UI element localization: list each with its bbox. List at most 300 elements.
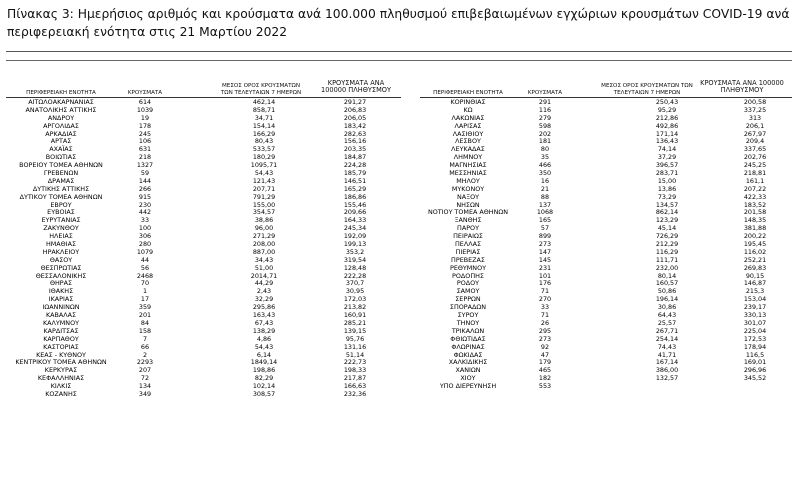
- region-cell: ΥΠΟ ΔΙΕΡΕΥΝΗΣΗ: [439, 382, 497, 391]
- cases-cell: 631: [138, 145, 152, 154]
- avg-cell: 208,00: [252, 240, 276, 249]
- region-cell: ΠΑΡΟΥ: [457, 224, 479, 233]
- per100k-cell: 160,91: [343, 311, 367, 320]
- avg-cell: 267,71: [655, 326, 679, 335]
- cases-cell: 179: [538, 358, 552, 367]
- per100k-cell: 222,28: [343, 271, 367, 280]
- per100k-cell: 217,87: [343, 374, 367, 383]
- per100k-cell: 285,21: [343, 318, 367, 327]
- cases-cell: 465: [538, 366, 552, 375]
- cases-cell: 1039: [136, 105, 154, 114]
- per100k-cell: 206,83: [343, 105, 367, 114]
- table-top-divider: [6, 60, 792, 61]
- header-cases-right: ΚΡΟΥΣΜΑΤΑ: [527, 90, 563, 96]
- region-cell: ΜΕΣΣΗΝΙΑΣ: [449, 169, 487, 178]
- cases-cell: 19: [140, 113, 150, 122]
- region-cell: ΑΝΔΡΟΥ: [47, 113, 75, 122]
- region-cell: ΤΡΙΚΑΛΩΝ: [451, 326, 485, 335]
- avg-cell: 74,43: [657, 342, 677, 351]
- region-cell: ΣΑΜΟΥ: [456, 287, 480, 296]
- avg-cell: 73,29: [657, 192, 677, 201]
- region-cell: ΚΕΑΣ - ΚΥΘΝΟΥ: [36, 350, 86, 359]
- per100k-cell: 90,15: [745, 271, 765, 280]
- per100k-cell: 224,28: [343, 161, 367, 170]
- region-cell: ΞΑΝΘΗΣ: [454, 216, 482, 225]
- avg-cell: 95,29: [657, 105, 677, 114]
- region-cell: ΑΡΚΑΔΙΑΣ: [45, 129, 77, 138]
- region-cell: ΣΥΡΟΥ: [457, 311, 479, 320]
- avg-cell: 54,43: [254, 169, 274, 178]
- cases-cell: 273: [538, 334, 552, 343]
- avg-cell: 2,43: [256, 287, 272, 296]
- region-cell: ΛΕΣΒΟΥ: [455, 137, 481, 146]
- region-cell: ΡΟΔΟΠΗΣ: [452, 271, 484, 280]
- cases-cell: 181: [538, 137, 552, 146]
- avg-cell: 51,00: [254, 263, 274, 272]
- region-cell: ΚΕΝΤΡΙΚΟΥ ΤΟΜΕΑ ΑΘΗΝΩΝ: [15, 358, 107, 367]
- avg-cell: 283,71: [655, 169, 679, 178]
- cases-cell: 230: [138, 200, 152, 209]
- cases-cell: 350: [538, 169, 552, 178]
- avg-cell: 354,57: [252, 208, 276, 217]
- cases-cell: 442: [138, 208, 152, 217]
- avg-cell: 167,14: [655, 358, 679, 367]
- region-cell: ΜΑΓΝΗΣΙΑΣ: [449, 161, 487, 170]
- avg-cell: 13,86: [657, 184, 677, 193]
- avg-cell: 32,29: [254, 295, 274, 304]
- per100k-cell: 186,86: [343, 192, 367, 201]
- cases-cell: 280: [138, 240, 152, 249]
- region-cell: ΠΕΛΛΑΣ: [455, 240, 481, 249]
- header-cases-left: ΚΡΟΥΣΜΑΤΑ: [127, 90, 163, 96]
- per100k-cell: 146,51: [343, 176, 367, 185]
- per100k-cell: 116,02: [743, 247, 767, 256]
- region-cell: ΙΚΑΡΙΑΣ: [48, 295, 74, 304]
- per100k-cell: 200,22: [743, 232, 767, 241]
- region-cell: ΚΩ: [463, 105, 473, 114]
- page-title: Πίνακας 3: Ημερήσιος αριθμός και κρούσματα ανά 100.000 πληθυσμού επιβεβαιωμένων εγχώριων κρουσμάτων COVID-19 ανά περιφερειακή ενότητα στις 21 Μαρτίου 2022: [7, 7, 790, 39]
- per100k-cell: 209,4: [745, 137, 765, 146]
- per100k-cell: 252,21: [743, 255, 767, 264]
- cases-cell: 57: [540, 224, 550, 233]
- cases-cell: 176: [538, 279, 552, 288]
- per100k-cell: 183,42: [343, 121, 367, 130]
- cases-cell: 295: [538, 326, 552, 335]
- cases-cell: 2468: [136, 271, 154, 280]
- avg-cell: 1849,14: [250, 358, 278, 367]
- avg-cell: 121,43: [252, 176, 276, 185]
- cases-cell: 1327: [136, 161, 154, 170]
- cases-cell: 201: [138, 311, 152, 320]
- cases-cell: 101: [538, 271, 552, 280]
- avg-cell: 45,14: [657, 224, 677, 233]
- header-region-left: ΠΕΡΙΦΕΡΕΙΑΚΗ ΕΝΟΤΗΤΑ: [26, 90, 96, 96]
- avg-cell: 80,43: [254, 137, 274, 146]
- region-cell: ΛΕΥΚΑΔΑΣ: [451, 145, 485, 154]
- per100k-cell: 192,09: [343, 232, 367, 241]
- region-cell: ΛΗΜΝΟΥ: [453, 153, 483, 162]
- cases-cell: 92: [540, 342, 550, 351]
- per100k-cell: 345,52: [743, 374, 767, 383]
- region-cell: ΚΕΦΑΛΛΗΝΙΑΣ: [37, 374, 85, 383]
- region-cell: ΜΗΛΟΥ: [456, 176, 480, 185]
- per100k-cell: 128,48: [343, 263, 367, 272]
- region-cell: ΦΩΚΙΔΑΣ: [453, 350, 483, 359]
- region-cell: ΗΛΕΙΑΣ: [49, 232, 73, 241]
- region-cell: ΛΑΡΙΣΑΣ: [454, 121, 482, 130]
- avg-cell: 4,86: [256, 334, 272, 343]
- avg-cell: 462,14: [252, 98, 276, 106]
- region-cell: ΚΑΒΑΛΑΣ: [45, 311, 77, 320]
- per100k-cell: 172,53: [743, 334, 767, 343]
- per100k-cell: 225,04: [743, 326, 767, 335]
- per100k-cell: 206,05: [343, 113, 367, 122]
- region-cell: ΠΙΕΡΙΑΣ: [455, 247, 481, 256]
- avg-cell: 726,29: [655, 232, 679, 241]
- per100k-cell: 178,94: [743, 342, 767, 351]
- cases-cell: 202: [538, 129, 552, 138]
- cases-cell: 71: [540, 311, 550, 320]
- cases-cell: 359: [138, 303, 152, 312]
- cases-cell: 1: [142, 287, 148, 296]
- cases-cell: 16: [540, 176, 550, 185]
- region-cell: ΧΑΛΚΙΔΙΚΗΣ: [448, 358, 488, 367]
- cases-cell: 33: [540, 303, 550, 312]
- avg-cell: 30,86: [657, 303, 677, 312]
- per100k-cell: 172,03: [343, 295, 367, 304]
- avg-cell: 15,00: [657, 176, 677, 185]
- per100k-cell: 239,17: [743, 303, 767, 312]
- region-cell: ΗΜΑΘΙΑΣ: [45, 240, 76, 249]
- per100k-cell: 282,63: [343, 129, 367, 138]
- per100k-cell: 165,29: [343, 184, 367, 193]
- per100k-cell: 164,33: [343, 216, 367, 225]
- region-cell: ΝΟΤΙΟΥ ΤΟΜΕΑ ΑΘΗΝΩΝ: [427, 208, 509, 217]
- header-region-right: ΠΕΡΙΦΕΡΕΙΑΚΗ ΕΝΟΤΗΤΑ: [433, 90, 503, 96]
- region-cell: ΦΛΩΡΙΝΑΣ: [451, 342, 485, 351]
- region-cell: ΕΥΡΥΤΑΝΙΑΣ: [41, 216, 81, 225]
- avg-cell: 180,29: [252, 153, 276, 162]
- per100k-cell: 370,7: [345, 279, 365, 288]
- right-table-body: [420, 99, 792, 391]
- avg-cell: 887,00: [252, 247, 276, 256]
- avg-cell: 207,71: [252, 184, 276, 193]
- region-cell: ΔΡΑΜΑΣ: [47, 176, 75, 185]
- cases-cell: 26: [540, 318, 550, 327]
- cases-cell: 466: [538, 161, 552, 170]
- per100k-cell: 95,76: [345, 334, 365, 343]
- per100k-cell: 301,07: [743, 318, 767, 327]
- avg-cell: 44,29: [254, 279, 274, 288]
- per100k-cell: 51,14: [345, 350, 365, 359]
- cases-cell: 1079: [136, 247, 154, 256]
- region-cell: ΛΑΚΩΝΙΑΣ: [451, 113, 485, 122]
- region-cell: ΘΑΣΟΥ: [49, 255, 73, 264]
- per100k-cell: 267,97: [743, 129, 767, 138]
- avg-cell: 308,57: [252, 389, 276, 398]
- table-row: [420, 99, 792, 107]
- avg-cell: 212,86: [655, 113, 679, 122]
- per100k-cell: 206,1: [745, 121, 765, 130]
- per100k-cell: 155,46: [343, 200, 367, 209]
- region-cell: ΑΧΑΪΑΣ: [49, 145, 73, 154]
- region-cell: ΛΑΣΙΘΙΟΥ: [452, 129, 484, 138]
- region-cell: ΚΑΡΔΙΤΣΑΣ: [43, 326, 79, 335]
- table-row: [6, 391, 401, 399]
- avg-cell: 111,71: [655, 255, 679, 264]
- per100k-cell: 146,87: [743, 279, 767, 288]
- per100k-cell: 215,3: [745, 287, 765, 296]
- header-avg-left: ΜΕΣΟΣ ΟΡΟΣ ΚΡΟΥΣΜΑΤΩΝ ΤΩΝ ΤΕΛΕΥΤΑΙΩΝ 7 ΗΜΕΡΩΝ: [220, 83, 302, 96]
- region-cell: ΡΕΘΥΜΝΟΥ: [449, 263, 487, 272]
- region-cell: ΚΑΛΥΜΝΟΥ: [42, 318, 80, 327]
- per100k-cell: 184,87: [343, 153, 367, 162]
- region-cell: ΣΕΡΡΩΝ: [455, 295, 481, 304]
- cases-cell: 7: [142, 334, 148, 343]
- per100k-cell: 269,83: [743, 263, 767, 272]
- avg-cell: 132,57: [655, 374, 679, 383]
- region-cell: ΘΕΣΣΑΛΟΝΙΚΗΣ: [35, 271, 87, 280]
- cases-cell: 72: [140, 374, 150, 383]
- cases-cell: 71: [540, 287, 550, 296]
- cases-cell: 56: [140, 263, 150, 272]
- region-cell: ΘΗΡΑΣ: [49, 279, 73, 288]
- region-cell: ΓΡΕΒΕΝΩΝ: [43, 169, 79, 178]
- per100k-cell: 381,88: [743, 224, 767, 233]
- avg-cell: 155,00: [252, 200, 276, 209]
- avg-cell: 102,14: [252, 382, 276, 391]
- region-cell: ΚΕΡΚΥΡΑΣ: [44, 366, 78, 375]
- per100k-cell: 195,45: [743, 240, 767, 249]
- cases-cell: 80: [540, 145, 550, 154]
- avg-cell: 96,00: [254, 224, 274, 233]
- cases-cell: 134: [138, 382, 152, 391]
- per100k-cell: 296,96: [743, 366, 767, 375]
- region-cell: ΙΘΑΚΗΣ: [48, 287, 74, 296]
- per100k-cell: 245,34: [343, 224, 367, 233]
- per100k-cell: 30,95: [345, 287, 365, 296]
- per100k-cell: 166,63: [343, 382, 367, 391]
- avg-cell: 80,14: [657, 271, 677, 280]
- cases-cell: 33: [140, 216, 150, 225]
- cases-cell: 915: [138, 192, 152, 201]
- per100k-cell: 200,58: [743, 98, 767, 106]
- region-cell: ΑΝΑΤΟΛΙΚΗΣ ΑΤΤΙΚΗΣ: [25, 105, 97, 114]
- cases-cell: 207: [138, 366, 152, 375]
- avg-cell: 38,86: [254, 216, 274, 225]
- avg-cell: 74,14: [657, 145, 677, 154]
- cases-cell: 44: [140, 255, 150, 264]
- region-cell: ΒΟΙΩΤΙΑΣ: [45, 153, 77, 162]
- per100k-cell: 202,76: [743, 153, 767, 162]
- cases-cell: 70: [140, 279, 150, 288]
- cases-cell: 2293: [136, 358, 154, 367]
- cases-cell: 178: [138, 121, 152, 130]
- region-cell: ΜΥΚΟΝΟΥ: [451, 184, 485, 193]
- avg-cell: 862,14: [655, 208, 679, 217]
- avg-cell: 82,29: [254, 374, 274, 383]
- region-cell: ΑΡΓΟΛΙΔΑΣ: [43, 121, 79, 130]
- per100k-cell: 169,01: [743, 358, 767, 367]
- per100k-cell: 156,16: [343, 137, 367, 146]
- cases-cell: 144: [138, 176, 152, 185]
- per100k-cell: 218,81: [743, 169, 767, 178]
- avg-cell: 492,86: [655, 121, 679, 130]
- avg-cell: 25,57: [657, 318, 677, 327]
- region-cell: ΑΡΤΑΣ: [50, 137, 72, 146]
- avg-cell: 232,00: [655, 263, 679, 272]
- cases-cell: 291: [538, 98, 552, 106]
- region-cell: ΑΙΤΩΛΟΑΚΑΡΝΑΝΙΑΣ: [28, 98, 94, 106]
- cases-cell: 899: [538, 232, 552, 241]
- avg-cell: 212,29: [655, 240, 679, 249]
- per100k-cell: 313: [748, 113, 762, 122]
- cases-cell: 100: [138, 224, 152, 233]
- cases-cell: 273: [538, 240, 552, 249]
- avg-cell: 54,43: [254, 342, 274, 351]
- avg-cell: 295,86: [252, 303, 276, 312]
- cases-cell: 137: [538, 200, 552, 209]
- per100k-cell: 161,1: [745, 176, 765, 185]
- per100k-cell: 116,5: [745, 350, 765, 359]
- cases-cell: 349: [138, 389, 152, 398]
- per100k-cell: 422,33: [743, 192, 767, 201]
- region-cell: ΡΟΔΟΥ: [456, 279, 480, 288]
- avg-cell: 123,29: [655, 216, 679, 225]
- per100k-cell: 185,79: [343, 169, 367, 178]
- avg-cell: 2014,71: [250, 271, 278, 280]
- avg-cell: 533,57: [252, 145, 276, 154]
- cases-cell: 266: [138, 184, 152, 193]
- cases-cell: 182: [538, 374, 552, 383]
- region-cell: ΝΑΞΟΥ: [456, 192, 480, 201]
- avg-cell: 386,00: [655, 366, 679, 375]
- per100k-cell: 291,27: [343, 98, 367, 106]
- per100k-cell: 337,65: [743, 145, 767, 154]
- cases-cell: 66: [140, 342, 150, 351]
- region-cell: ΚΙΛΚΙΣ: [50, 382, 72, 391]
- region-cell: ΒΟΡΕΙΟΥ ΤΟΜΕΑ ΑΘΗΝΩΝ: [19, 161, 103, 170]
- avg-cell: 41,71: [657, 350, 677, 359]
- avg-cell: 50,86: [657, 287, 677, 296]
- per100k-cell: 319,54: [343, 255, 367, 264]
- cases-cell: 165: [538, 216, 552, 225]
- per100k-cell: 131,16: [343, 342, 367, 351]
- per100k-cell: 153,04: [743, 295, 767, 304]
- avg-cell: 34,71: [254, 113, 274, 122]
- per100k-cell: 183,52: [743, 200, 767, 209]
- cases-cell: 145: [538, 255, 552, 264]
- avg-cell: 160,57: [655, 279, 679, 288]
- region-cell: ΔΥΤΙΚΗΣ ΑΤΤΙΚΗΣ: [32, 184, 90, 193]
- avg-cell: 64,43: [657, 311, 677, 320]
- avg-cell: 198,86: [252, 366, 276, 375]
- avg-cell: 116,29: [655, 247, 679, 256]
- per100k-cell: 353,2: [345, 247, 365, 256]
- per100k-cell: 245,25: [743, 161, 767, 170]
- avg-cell: 271,29: [252, 232, 276, 241]
- avg-cell: 791,29: [252, 192, 276, 201]
- cases-cell: 35: [540, 153, 550, 162]
- cases-cell: 2: [142, 350, 148, 359]
- region-cell: ΣΠΟΡΑΔΩΝ: [449, 303, 487, 312]
- per100k-cell: 139,15: [343, 326, 367, 335]
- avg-cell: 254,14: [655, 334, 679, 343]
- avg-cell: 37,29: [657, 153, 677, 162]
- per100k-cell: 201,58: [743, 208, 767, 217]
- region-cell: ΖΑΚΥΝΘΟΥ: [43, 224, 79, 233]
- avg-cell: 6,14: [256, 350, 272, 359]
- per100k-cell: 209,66: [343, 208, 367, 217]
- per100k-cell: 198,33: [343, 366, 367, 375]
- region-cell: ΠΕΙΡΑΙΩΣ: [453, 232, 483, 241]
- region-cell: ΕΒΡΟΥ: [50, 200, 72, 209]
- region-cell: ΠΡΕΒΕΖΑΣ: [451, 255, 485, 264]
- region-cell: ΘΕΣΠΡΩΤΙΑΣ: [40, 263, 82, 272]
- cases-cell: 231: [538, 263, 552, 272]
- left-table-body: [6, 99, 401, 399]
- avg-cell: 163,43: [252, 311, 276, 320]
- region-cell: ΧΙΟΥ: [460, 374, 476, 383]
- avg-cell: 138,29: [252, 326, 276, 335]
- cases-cell: 158: [138, 326, 152, 335]
- cases-cell: 614: [138, 98, 152, 106]
- region-cell: ΚΑΣΤΟΡΙΑΣ: [43, 342, 79, 351]
- per100k-cell: 222,73: [343, 358, 367, 367]
- cases-cell: 1068: [536, 208, 554, 217]
- region-cell: ΝΗΣΩΝ: [456, 200, 480, 209]
- cases-cell: 47: [540, 350, 550, 359]
- region-cell: ΧΑΝΙΩΝ: [455, 366, 481, 375]
- cases-cell: 88: [540, 192, 550, 201]
- avg-cell: 136,43: [655, 137, 679, 146]
- avg-cell: 154,14: [252, 121, 276, 130]
- cases-cell: 306: [138, 232, 152, 241]
- avg-cell: 134,57: [655, 200, 679, 209]
- avg-cell: 1095,71: [250, 161, 278, 170]
- avg-cell: 171,14: [655, 129, 679, 138]
- per100k-cell: 337,25: [743, 105, 767, 114]
- avg-cell: 250,43: [655, 98, 679, 106]
- cases-cell: 84: [140, 318, 150, 327]
- cases-cell: 116: [538, 105, 552, 114]
- region-cell: ΤΗΝΟΥ: [456, 318, 480, 327]
- region-cell: ΗΡΑΚΛΕΙΟΥ: [42, 247, 80, 256]
- per100k-cell: 330,13: [743, 311, 767, 320]
- region-cell: ΙΩΑΝΝΙΝΩΝ: [42, 303, 80, 312]
- per100k-cell: 199,13: [343, 240, 367, 249]
- header-per100k-left: ΚΡΟΥΣΜΑΤΑ ΑΝΑ 100000 ΠΛΗΘΥΣΜΟΥ: [321, 79, 391, 95]
- cases-cell: 17: [140, 295, 150, 304]
- cases-cell: 553: [538, 382, 552, 391]
- header-avg-right: ΜΕΣΟΣ ΟΡΟΣ ΚΡΟΥΣΜΑΤΩΝ ΤΩΝ ΤΕΛΕΥΤΑΙΩΝ 7 ΗΜΕΡΩΝ: [601, 83, 693, 96]
- avg-cell: 858,71: [252, 105, 276, 114]
- per100k-cell: 207,22: [743, 184, 767, 193]
- avg-cell: 166,29: [252, 129, 276, 138]
- table-row: [420, 383, 792, 391]
- cases-cell: 245: [138, 129, 152, 138]
- cases-cell: 279: [538, 113, 552, 122]
- header-per100k-right: ΚΡΟΥΣΜΑΤΑ ΑΝΑ 100000 ΠΛΗΘΥΣΜΟΥ: [700, 79, 784, 95]
- region-cell: ΚΑΡΠΑΘΟΥ: [43, 334, 79, 343]
- region-cell: ΚΟΖΑΝΗΣ: [45, 389, 77, 398]
- region-cell: ΕΥΒΟΙΑΣ: [47, 208, 75, 217]
- region-cell: ΚΟΡΙΝΘΙΑΣ: [450, 98, 486, 106]
- region-cell: ΔΥΤΙΚΟΥ ΤΟΜΕΑ ΑΘΗΝΩΝ: [19, 192, 103, 201]
- cases-cell: 218: [138, 153, 152, 162]
- avg-cell: 34,43: [254, 255, 274, 264]
- per100k-cell: 232,36: [343, 389, 367, 398]
